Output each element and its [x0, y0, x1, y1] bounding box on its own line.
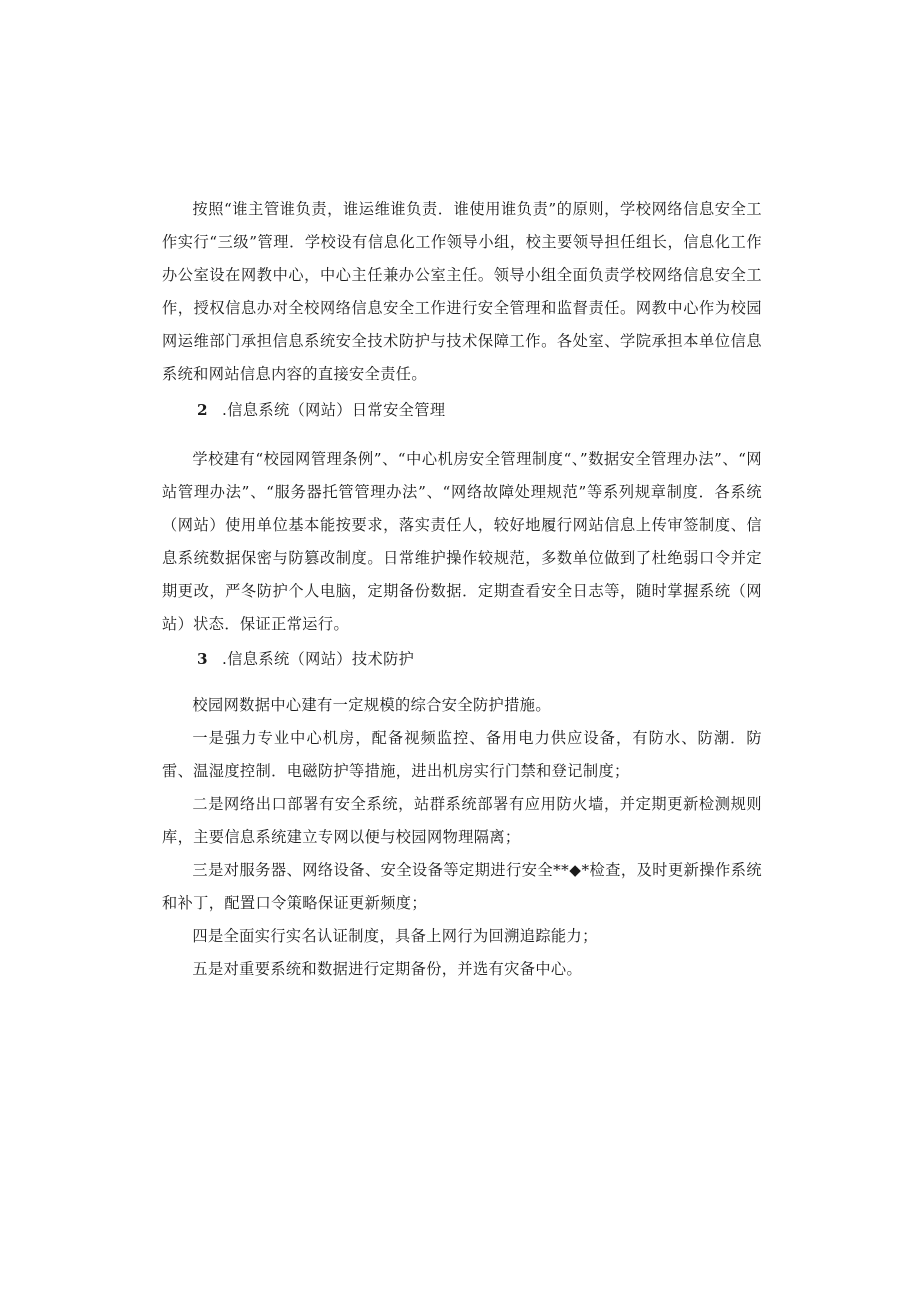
section3-number: 3 [197, 650, 208, 668]
section1-paragraph: 按照“谁主管谁负责，谁运维谁负责．谁使用谁负责”的原则，学校网络信息安全工作实行“三级”管理．学校设有信息化工作领导小组，校主要领导担任组长，信息化工作办公室设在网教中心，中心主任兼办公室主任。领导小组全面负责学校网络信息安全工作，授权信息办对全校网络信息安全工作进行安全管理和监督责任。网教中心作为校园网运维部门承担信息系统安全技术防护与技术保障工作。各处室、学院承担本单位信息系统和网站信息内容的直接安全责任。 [162, 200, 762, 383]
section2-paragraph: 学校建有“校园网管理条例”、“中心机房安全管理制度“、”数据安全管理办法”、“网站管理办法”、“服务器托管管理办法”、“网络故障处理规范”等系列规章制度．各系统（网站）使用单位基本能按要求，落实责任人，较好地履行网站信息上传审签制度、信息系统数据保密与防篡改制度。日常维护操作较规范，多数单位做到了杜绝弱口令并定期更改，严冬防护个人电脑，定期备份数据．定期查看安全日志等，随时掌握系统（网站）状态．保证正常运行。 [162, 450, 762, 633]
section2-title: .信息系统（网站）日常安全管理 [221, 401, 446, 419]
section2-number: 2 [197, 401, 208, 419]
section3-block [162, 689, 762, 986]
section1-block [162, 193, 762, 391]
section3-heading [197, 643, 414, 676]
list-item: 二是网络出口部署有安全系统，站群系统部署有应用防火墙，并定期更新检测规则库，主要信息系统建立专网以便与校园网物理隔离； [162, 795, 762, 846]
section3-intro: 校园网数据中心建有一定规模的综合安全防护措施。 [192, 696, 551, 714]
list-item: 四是全面实行实名认证制度，具备上网行为回溯追踪能力； [192, 927, 598, 945]
section2-heading [197, 394, 445, 427]
section2-block [162, 443, 762, 641]
section3-title: .信息系统（网站）技术防护 [221, 650, 415, 668]
list-item: 三是对服务器、网络设备、安全设备等定期进行安全**◆*检查，及时更新操作系统和补丁，配置口令策略保证更新频度； [162, 861, 762, 912]
list-item: 一是强力专业中心机房，配备视频监控、备用电力供应设备，有防水、防潮．防雷、温湿度控制．电磁防护等措施，进出机房实行门禁和登记制度； [162, 729, 762, 780]
list-item: 五是对重要系统和数据进行定期备份，并选有灾备中心。 [192, 960, 583, 978]
